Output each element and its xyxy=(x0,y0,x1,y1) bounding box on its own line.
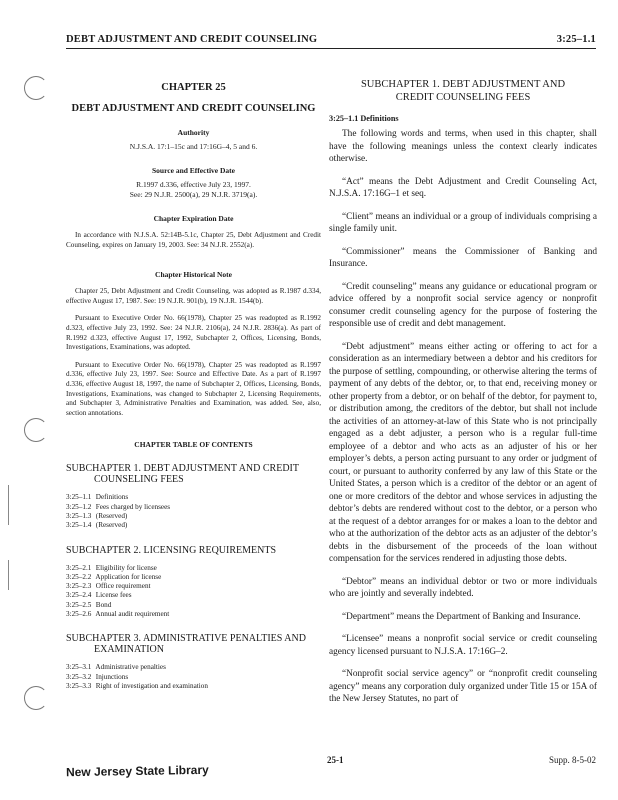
toc-section-number: 3:25–1.4 xyxy=(66,521,92,530)
definition-paragraph: “Commissioner” means the Commissioner of Banking and Insurance. xyxy=(329,246,597,269)
left-column xyxy=(66,78,321,691)
history-paragraph: Chapter 25, Debt Adjustment and Credit Counseling, was adopted as R.1987 d.334, effective August 17, 1987. See: 19 N.J.R. 901(b), 19 N.J.R. 1544(b). xyxy=(66,287,321,305)
toc-entry xyxy=(66,503,321,512)
authority-text: N.J.S.A. 17:1–15c and 17:16G–4, 5 and 6. xyxy=(129,142,258,151)
toc-entry xyxy=(66,591,321,600)
toc-entry xyxy=(66,601,321,610)
history-heading: Chapter Historical Note xyxy=(155,270,232,280)
toc-heading: CHAPTER TABLE OF CONTENTS xyxy=(134,440,253,450)
toc-section-label: Administrative penalties xyxy=(95,663,166,672)
toc-subchapter-title xyxy=(66,463,321,485)
toc-section-label: Bond xyxy=(95,600,112,609)
source-line: See: 29 N.J.R. 2500(a), 29 N.J.R. 3719(a). xyxy=(129,190,258,199)
punch-hole-mark xyxy=(24,418,48,442)
toc-entry xyxy=(66,521,321,530)
margin-line xyxy=(8,485,9,525)
toc-section-list xyxy=(66,663,321,691)
toc-section-label: Application for license xyxy=(95,572,162,581)
toc-section-number: 3:25–1.1 xyxy=(66,493,92,502)
library-stamp: New Jersey State Library xyxy=(65,762,209,780)
toc-section-label: Office requirement xyxy=(95,582,151,591)
definition-paragraph: “Department” means the Department of Banking and Insurance. xyxy=(342,611,581,622)
toc-section-label: Eligibility for license xyxy=(95,563,157,572)
subchapter-title-line: CREDIT COUNSELING FEES xyxy=(395,92,531,103)
section-heading: 3:25–1.1 Definitions xyxy=(329,114,399,123)
source-text xyxy=(66,180,321,200)
definition-paragraph: “Nonprofit social service agency” or “nonprofit credit counseling agency” means any corporation duly organized under Title 15 or 15A of the New Jersey Statutes, no part of xyxy=(329,669,597,704)
margin-line xyxy=(8,560,9,590)
toc-entry xyxy=(66,493,321,502)
toc-section-label: Injunctions xyxy=(95,672,129,681)
chapter-title: DEBT ADJUSTMENT AND CREDIT COUNSELING xyxy=(71,103,316,114)
toc-subchapter-title-line: SUBCHAPTER 3. ADMINISTRATIVE PENALTIES AND xyxy=(66,633,306,645)
page-number: 25-1 xyxy=(327,755,344,765)
table-of-contents xyxy=(66,463,321,691)
expiration-heading: Chapter Expiration Date xyxy=(153,214,234,223)
running-header xyxy=(66,34,596,49)
toc-entry xyxy=(66,512,321,521)
authority-heading: Authority xyxy=(177,128,210,137)
toc-section-number: 3:25–2.6 xyxy=(66,609,92,618)
toc-section-number: 3:25–2.4 xyxy=(66,591,92,600)
toc-section-label: (Reserved) xyxy=(95,521,128,530)
toc-subchapter-title xyxy=(66,545,321,556)
right-column xyxy=(329,78,597,706)
punch-hole-mark xyxy=(24,686,48,710)
history-paragraph: Pursuant to Executive Order No. 66(1978), Chapter 25 was readopted as R.1997 d.336, effective July 23, 1997. See: Source and Effective Date. As a part of R.1997 d.336, effective August 18, 1997, the name of Subchapter 2, Offices, Licensing, Bonds, Investigations, Examinations, was changed to Subchapter 2, Licensing Requirements, and Subchapter 3, Administrative Penalties and Examination, was added. See, also, section annotations. xyxy=(66,360,321,417)
expiration-text: In accordance with N.J.S.A. 52:14B-5.1c, Chapter 25, Debt Adjustment and Credit Counseling, expires on January 19, 2003. See: 34 N.J.R. 2552(a). xyxy=(66,231,321,249)
toc-subchapter-title xyxy=(66,633,321,655)
definition-paragraph: “Debt adjustment” means either acting or offering to act for a consideration as an intermediary between a debtor and his creditors for the purpose of settling, compounding, or otherwise altering the terms of payment of any debts of the debtor, or, to that end, receiving money or other property from a debtor, or on behalf of the debtor, for payment to, or distribution among, the creditors of the debtor, but shall not include the activities of an attorney-at-law of this State who is not principally engaged as a debt adjuster, a person who is a regular full-time employee of a debtor and who acts as an adjuster of his or her employer’s debts, a person acting pursuant to any order or judgment of court, or pursuant to authority conferred by any law of this State or the United States, a person which is a creditor of the debtor or an agent of one or more creditors of the debtor and whose services in adjusting the debtor’s debts are rendered without cost to the debtor, or a person who at the request of a debtor arranges for or makes a loan to the debtor and who at the authorization of the debtor acts as an adjuster of the debtor’s debts in the disbursement of the proceeds of the loan without compensation for the services rendered in adjusting those debts. xyxy=(329,341,597,564)
source-heading: Source and Effective Date xyxy=(152,166,235,175)
running-header-section: 3:25–1.1 xyxy=(556,34,596,45)
toc-section-label: License fees xyxy=(95,591,132,600)
toc-entry xyxy=(66,663,321,672)
toc-section-number: 3:25–2.3 xyxy=(66,582,92,591)
toc-entry xyxy=(66,564,321,573)
toc-section-list xyxy=(66,564,321,620)
toc-subchapter-title-line: COUNSELING FEES xyxy=(94,474,184,486)
toc-section-label: (Reserved) xyxy=(95,511,128,520)
toc-entry xyxy=(66,682,321,691)
toc-section-number: 3:25–3.2 xyxy=(66,672,92,681)
definition-paragraph: “Act” means the Debt Adjustment and Credit Counseling Act, N.J.S.A. 17:16G–1 et seq. xyxy=(329,176,597,199)
toc-section-label: Definitions xyxy=(95,493,129,502)
source-line: R.1997 d.336, effective July 23, 1997. xyxy=(136,180,251,189)
definition-paragraph: “Client” means an individual or a group of individuals comprising a single family unit. xyxy=(329,211,597,234)
toc-entry xyxy=(66,673,321,682)
definition-paragraph: “Licensee” means a nonprofit social service or credit counseling agency licensed pursuant to N.J.S.A. 17:16G–2. xyxy=(329,634,597,657)
toc-subchapter-title-line: SUBCHAPTER 2. LICENSING REQUIREMENTS xyxy=(66,544,277,556)
toc-section-number: 3:25–3.1 xyxy=(66,663,92,672)
toc-entry xyxy=(66,582,321,591)
toc-subchapter-title-line: EXAMINATION xyxy=(94,644,164,656)
toc-section-number: 3:25–2.5 xyxy=(66,600,92,609)
supplement-date: Supp. 8-5-02 xyxy=(549,755,596,765)
subchapter-title xyxy=(329,78,597,104)
definitions-list xyxy=(329,176,597,706)
toc-section-number: 3:25–3.3 xyxy=(66,681,92,690)
toc-section-number: 3:25–2.2 xyxy=(66,572,92,581)
toc-section-list xyxy=(66,493,321,530)
toc-section-label: Right of investigation and examination xyxy=(95,681,208,690)
definition-paragraph: “Credit counseling” means any guidance or educational program or advice offered by a nonprofit social service agency or nonprofit consumer credit counseling agency for the purpose of fostering the responsible use of credit and debt management. xyxy=(329,281,597,329)
toc-section-number: 3:25–2.1 xyxy=(66,563,92,572)
running-header-title: DEBT ADJUSTMENT AND CREDIT COUNSELING xyxy=(66,34,318,45)
toc-section-number: 3:25–1.3 xyxy=(66,511,92,520)
definitions-intro: The following words and terms, when used in this chapter, shall have the following meanings unless the context clearly indicates otherwise. xyxy=(329,129,597,164)
chapter-number: CHAPTER 25 xyxy=(161,82,226,93)
punch-hole-mark xyxy=(24,76,48,100)
history-paragraph: Pursuant to Executive Order No. 66(1978), Chapter 25 was readopted as R.1992 d.323, effective July 23, 1992. See: 24 N.J.R. 2106(a), 24 N.J.R. 2836(a). As part of R.1992 d.323, effective August 17, 1992, Subchapter 2, Offices, Licensing, Bonds, Investigations, Examinations, was adopted. xyxy=(66,314,321,352)
toc-entry xyxy=(66,573,321,582)
toc-section-number: 3:25–1.2 xyxy=(66,502,92,511)
toc-subchapter-title-line: SUBCHAPTER 1. DEBT ADJUSTMENT AND CREDIT xyxy=(66,463,299,475)
toc-section-label: Annual audit requirement xyxy=(95,609,170,618)
toc-section-label: Fees charged by licensees xyxy=(95,502,171,511)
definition-paragraph: “Debtor” means an individual debtor or two or more individuals who are jointly and severally indebted. xyxy=(329,576,597,599)
toc-entry xyxy=(66,610,321,619)
subchapter-title-line: SUBCHAPTER 1. DEBT ADJUSTMENT AND xyxy=(360,79,566,90)
